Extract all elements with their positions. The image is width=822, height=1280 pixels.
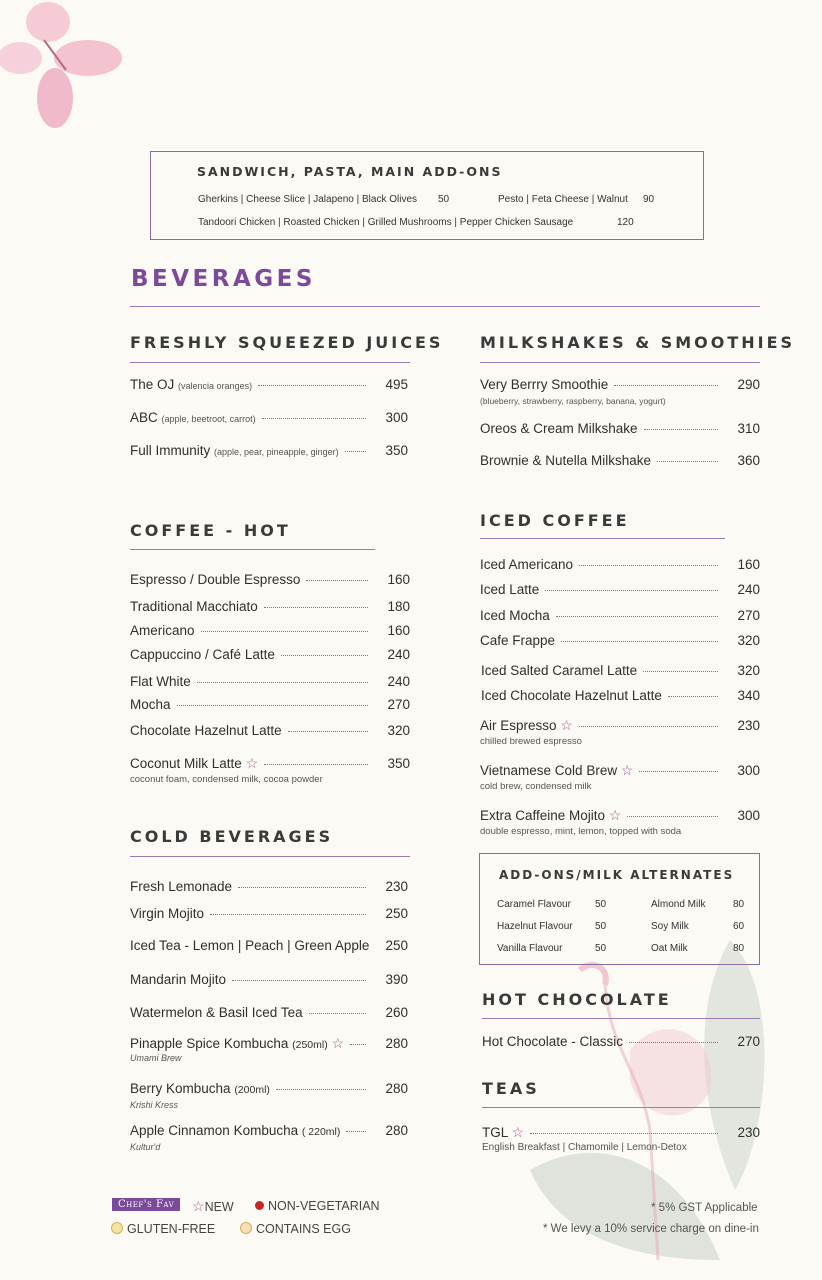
beverages-rule <box>130 306 760 307</box>
new-star-icon: ☆ <box>331 1035 345 1051</box>
addons-line2-price: 120 <box>617 217 634 228</box>
item-description: Krishi Kress <box>130 1100 179 1110</box>
menu-item: Chocolate Hazelnut Latte 320 <box>130 723 410 738</box>
menu-item: Oreos & Cream Milkshake 310 <box>480 421 760 436</box>
iced-coffee-rule <box>480 538 725 539</box>
menu-item: Iced Mocha 270 <box>480 608 760 623</box>
beverages-heading: BEVERAGES <box>131 266 316 292</box>
menu-item: Air Espresso ☆ 230 <box>480 717 760 733</box>
item-description: Kultur'd <box>130 1142 161 1152</box>
menu-item: Extra Caffeine Mojito ☆ 300 <box>480 807 760 823</box>
item-description: English Breakfast | Chamomile | Lemon-Detox <box>482 1142 687 1153</box>
addon-name: Vanilla Flavour <box>497 943 563 954</box>
menu-item: Iced Salted Caramel Latte 320 <box>481 663 760 678</box>
gluten-free-legend: GLUTEN-FREE <box>111 1222 215 1236</box>
menu-item: Pinapple Spice Kombucha (250ml) ☆ 280 <box>130 1035 408 1051</box>
addons-line1-left: Gherkins | Cheese Slice | Jalapeno | Black Olives <box>198 194 418 205</box>
gluten-free-icon <box>111 1222 123 1234</box>
menu-item: The OJ (valencia oranges) 495 <box>130 377 408 392</box>
sandwich-addons-title: SANDWICH, PASTA, MAIN ADD-ONS <box>197 164 503 179</box>
menu-item: Iced Latte 240 <box>480 582 760 597</box>
menu-item: Brownie & Nutella Milkshake 360 <box>480 453 760 468</box>
menu-item: Cafe Frappe 320 <box>480 633 760 648</box>
new-star-icon: ☆ <box>245 755 259 771</box>
cold-bev-rule <box>130 856 410 857</box>
menu-item: Flat White 240 <box>130 674 410 689</box>
chefs-fav-badge: Chef's Fav <box>112 1198 180 1211</box>
juices-title: FRESHLY SQUEEZED JUICES <box>130 333 444 352</box>
cold-bev-title: COLD BEVERAGES <box>130 827 334 846</box>
menu-item: Americano 160 <box>130 623 410 638</box>
menu-item: Fresh Lemonade 230 <box>130 879 408 894</box>
menu-item: Coconut Milk Latte ☆ 350 <box>130 755 410 771</box>
contains-egg-legend: CONTAINS EGG <box>240 1222 351 1236</box>
menu-item: Mandarin Mojito 390 <box>130 972 408 987</box>
milk-alternates-title: ADD-ONS/MILK ALTERNATES <box>499 868 735 882</box>
new-star-icon: ☆ <box>192 1198 205 1214</box>
addons-line1-left-price: 50 <box>438 194 450 205</box>
addon-name: Oat Milk <box>651 943 688 954</box>
addons-line2: Tandoori Chicken | Roasted Chicken | Grilled Mushrooms | Pepper Chicken Sausage <box>198 217 574 228</box>
non-veg-legend: NON-VEGETARIAN <box>255 1199 380 1213</box>
menu-item: Mocha 270 <box>130 697 410 712</box>
menu-item: Traditional Macchiato 180 <box>130 599 410 614</box>
milkshakes-rule <box>480 362 760 363</box>
item-description: chilled brewed espresso <box>480 736 582 747</box>
iced-coffee-title: ICED COFFEE <box>480 511 630 530</box>
addon-name: Soy Milk <box>651 921 689 932</box>
coffee-hot-title: COFFEE - HOT <box>130 521 291 540</box>
new-star-icon: ☆ <box>620 762 634 778</box>
addon-name: Hazelnut Flavour <box>497 921 573 932</box>
juices-rule <box>130 362 410 363</box>
menu-item: Iced Chocolate Hazelnut Latte 340 <box>481 688 760 703</box>
addon-price: 50 <box>595 943 607 954</box>
new-star-icon: ☆ <box>511 1124 525 1140</box>
teas-rule <box>482 1107 760 1108</box>
item-description: double espresso, mint, lemon, topped with soda <box>480 826 682 837</box>
teas-title: TEAS <box>482 1079 540 1098</box>
service-charge-note: * We levy a 10% service charge on dine-in <box>543 1223 759 1235</box>
gst-note: * 5% GST Applicable <box>651 1202 758 1214</box>
addon-price: 80 <box>733 943 745 954</box>
item-description: Umami Brew <box>130 1053 182 1063</box>
addon-price: 60 <box>733 921 745 932</box>
hot-choc-rule <box>482 1018 760 1019</box>
addons-line1-right: Pesto | Feta Cheese | Walnut <box>498 194 628 205</box>
addon-price: 50 <box>595 899 607 910</box>
addon-name: Almond Milk <box>651 899 706 910</box>
menu-item: Very Berrry Smoothie 290 <box>480 377 760 392</box>
milkshakes-title: MILKSHAKES & SMOOTHIES <box>480 333 796 352</box>
menu-item: Watermelon & Basil Iced Tea 260 <box>130 1005 408 1020</box>
addons-line1-right-price: 90 <box>643 194 655 205</box>
addon-price: 50 <box>595 921 607 932</box>
non-veg-dot-icon <box>255 1201 264 1210</box>
menu-item: TGL ☆ 230 <box>482 1124 760 1140</box>
addon-price: 80 <box>733 899 745 910</box>
item-description: (blueberry, strawberry, raspberry, banana, yogurt) <box>480 396 666 406</box>
menu-item: Iced Americano 160 <box>480 557 760 572</box>
menu-item: Cappuccino / Café Latte 240 <box>130 647 410 662</box>
menu-item: Vietnamese Cold Brew ☆ 300 <box>480 762 760 778</box>
item-description: cold brew, condensed milk <box>480 781 592 792</box>
menu-item: ABC (apple, beetroot, carrot) 300 <box>130 410 408 425</box>
coffee-hot-rule <box>130 549 375 550</box>
addon-name: Caramel Flavour <box>497 899 571 910</box>
item-description: coconut foam, condensed milk, cocoa powder <box>130 774 323 785</box>
new-star-icon: ☆ <box>560 717 573 733</box>
new-legend: ☆NEW <box>192 1198 234 1214</box>
menu-item: Iced Tea - Lemon | Peach | Green Apple 250 <box>130 938 408 953</box>
hot-choc-title: HOT CHOCOLATE <box>482 990 672 1009</box>
egg-icon <box>240 1222 252 1234</box>
butterfly-illustration <box>0 0 130 135</box>
new-star-icon: ☆ <box>608 807 622 823</box>
menu-item: Espresso / Double Espresso 160 <box>130 572 410 587</box>
menu-item: Full Immunity (apple, pear, pineapple, ginger) 350 <box>130 443 408 458</box>
menu-item: Berry Kombucha (200ml) 280 <box>130 1081 408 1096</box>
menu-item: Virgin Mojito 250 <box>130 906 408 921</box>
menu-item: Hot Chocolate - Classic 270 <box>482 1034 760 1049</box>
menu-item: Apple Cinnamon Kombucha ( 220ml) 280 <box>130 1123 408 1138</box>
